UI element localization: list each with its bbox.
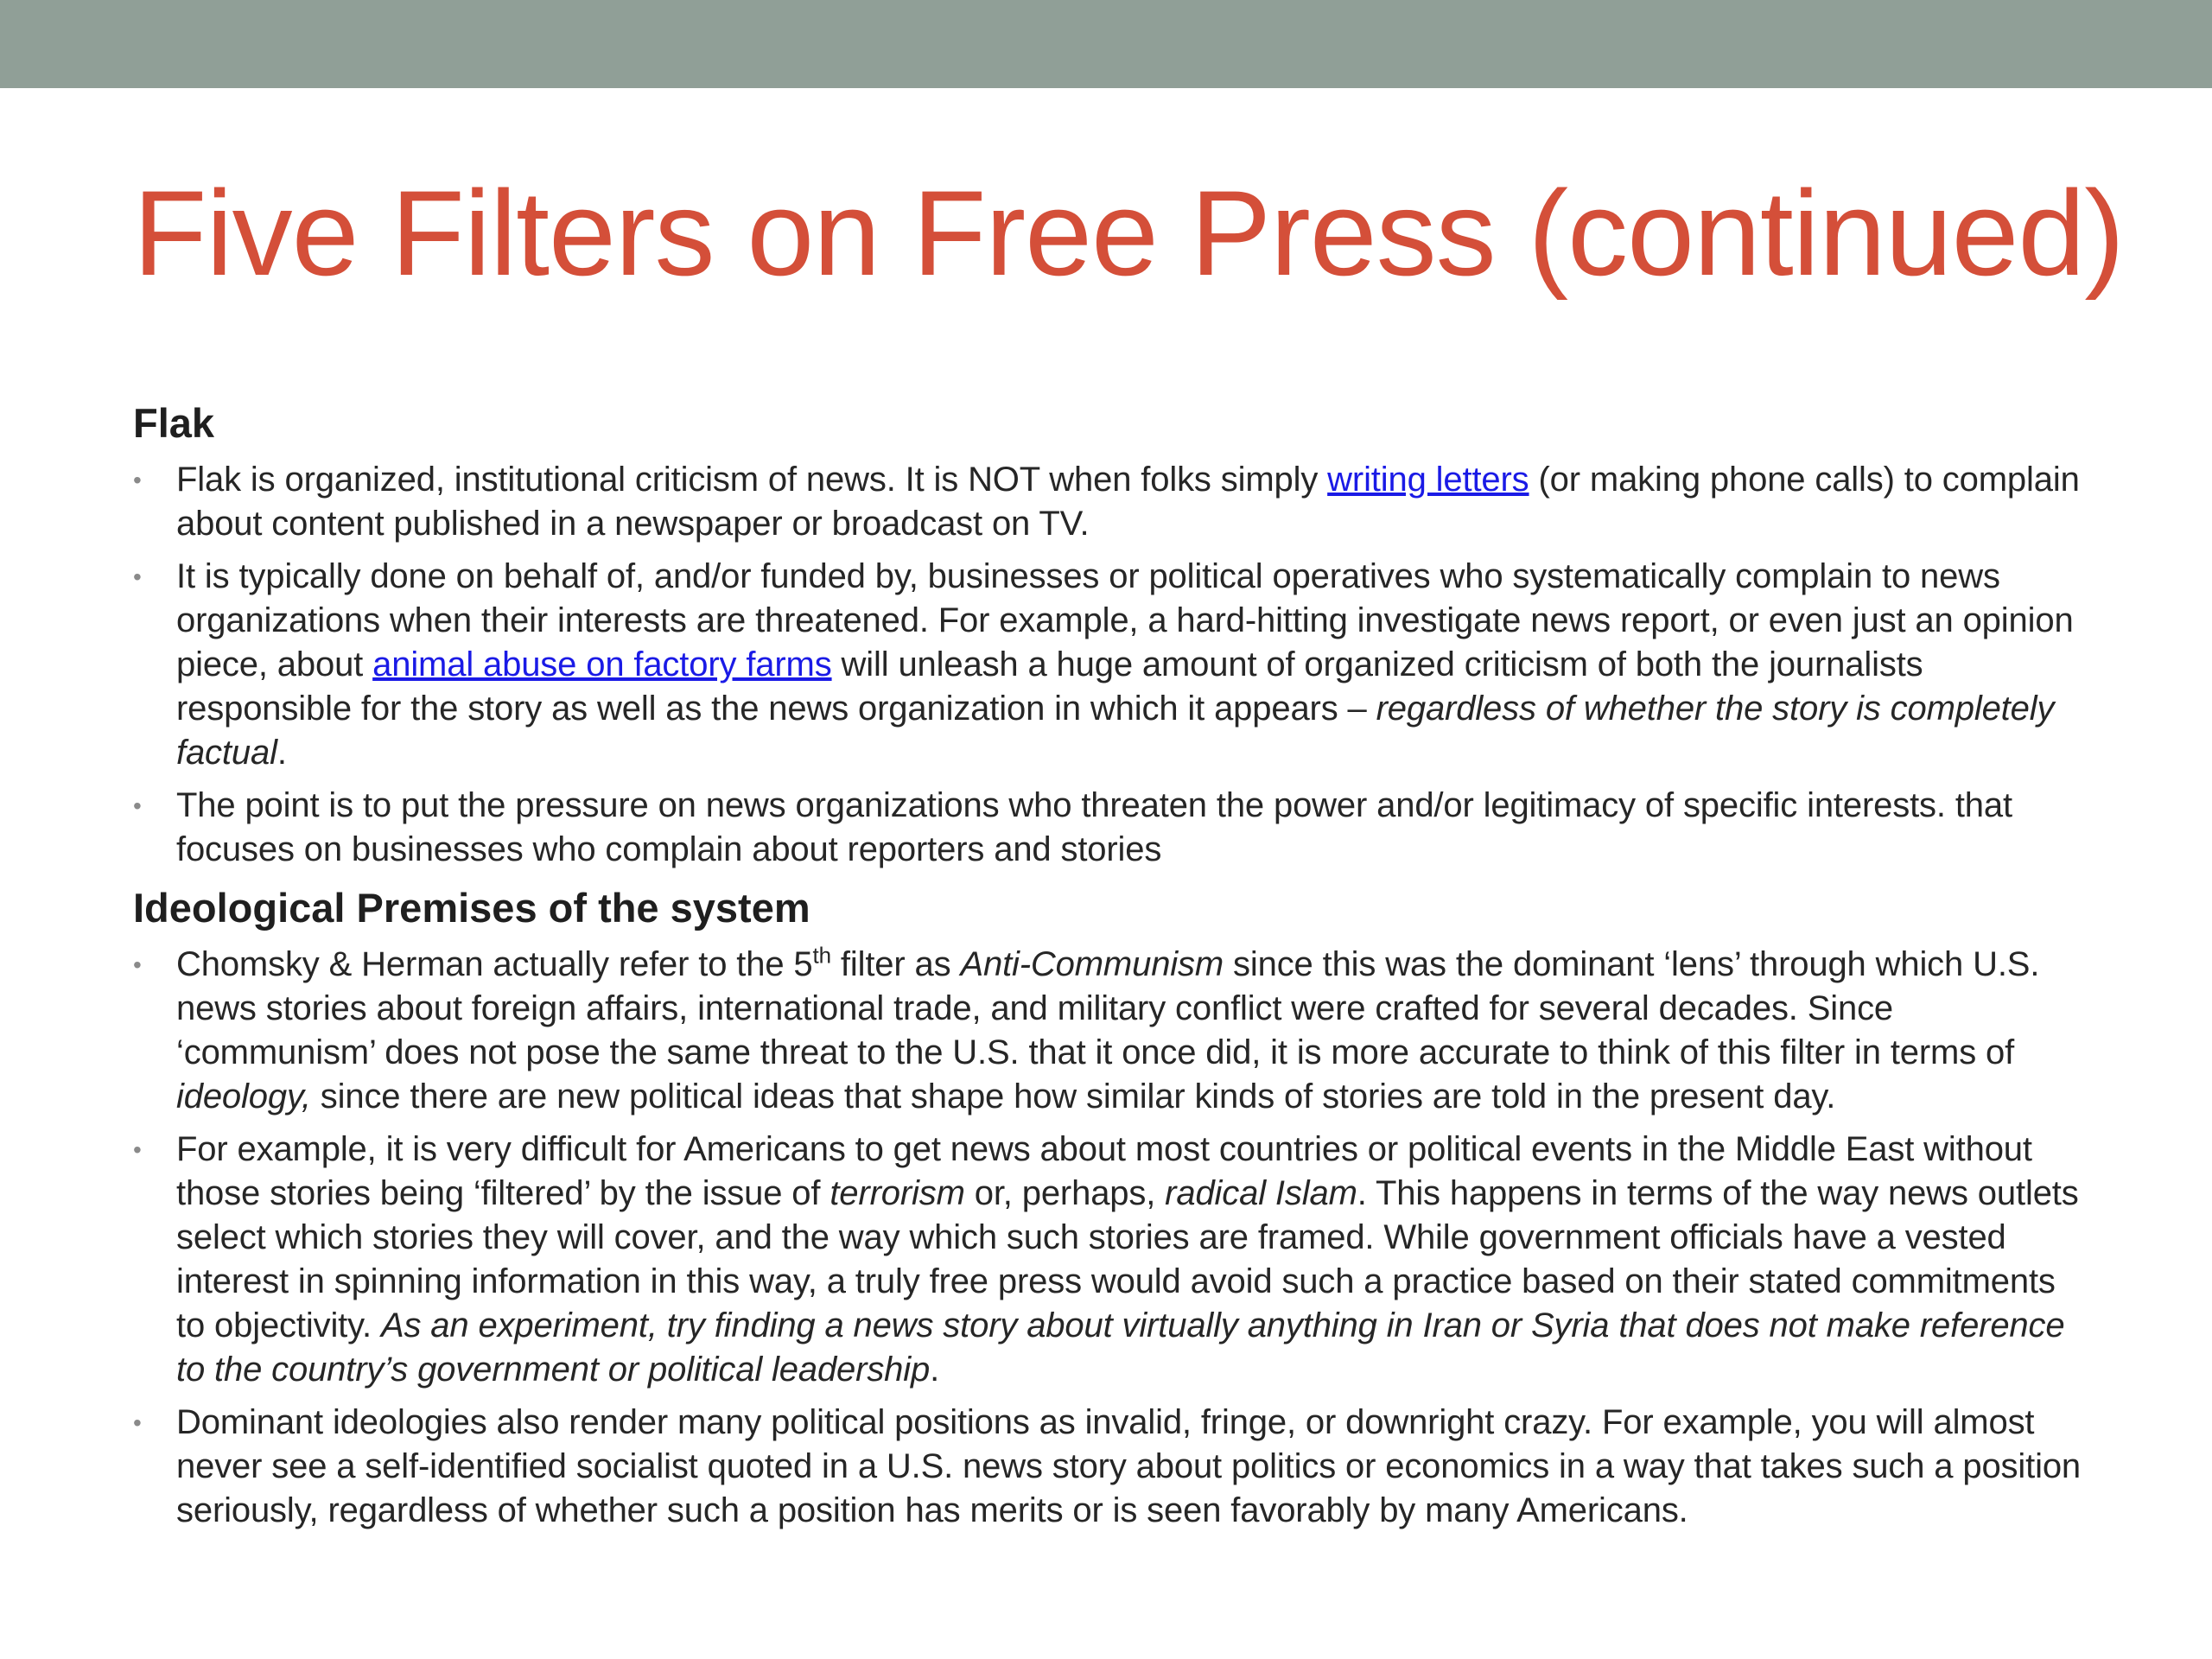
bullet-italic-text: regardless of whether the story is completely factual <box>176 690 2055 772</box>
bullet-text: since there are new political ideas that shape how similar kinds of stories are told in the present day. <box>310 1077 1836 1116</box>
flak-bullet-1 <box>133 458 2086 546</box>
animal-abuse-link[interactable]: animal abuse on factory farms <box>372 645 832 683</box>
ideology-bullet-1 <box>133 943 2086 1119</box>
superscript-th: th <box>812 942 831 969</box>
flak-bullet-3 <box>133 784 2086 872</box>
slide-title: Five Filters on Free Press (continued) <box>133 165 2124 301</box>
ideology-bullet-3 <box>133 1401 2086 1533</box>
bullet-text: . This happens in terms of the way news outlets select which stories they will cover, and the way which such stories are framed. While government officials have a vested interest in spinning information in this way, a truly free press would avoid such a practice based on their stated commitments to objectivity. <box>176 1174 2079 1344</box>
bullet-text: Flak is organized, institutional criticism of news. It is NOT when folks simply <box>176 461 1328 499</box>
bullet-text: . <box>276 734 287 772</box>
bullet-text: since this was the dominant ‘lens’ through which U.S. news stories about foreign affairs, international trade, and military conflict were crafted for several decades. Since ‘communism’ does not pose the same threat to the U.S. that it once did, it is more accurate to think of this filter in terms of <box>176 945 2040 1071</box>
bullet-text: For example, it is very difficult for Americans to get news about most countries or political events in the Middle East without those stories being ‘filtered’ by the issue of <box>176 1130 2032 1212</box>
bullet-text: Dominant ideologies also render many political positions as invalid, fringe, or downright crazy. For example, you will almost never see a self-identified socialist quoted in a U.S. news story about politics or economics in a way that takes such a position seriously, regardless of whether such a position has merits or is seen favorably by many Americans. <box>176 1403 2082 1529</box>
flak-bullet-list <box>133 458 2086 872</box>
bullet-text: will unleash a huge amount of organized criticism of both the journalists responsible for the story as well as the news organization in which it appears – <box>176 645 1923 728</box>
top-bar <box>0 0 2212 88</box>
bullet-italic-text: ideology, <box>176 1077 311 1116</box>
ideology-bullet-2 <box>133 1128 2086 1392</box>
bullet-italic-text: Anti-Communism <box>960 945 1224 983</box>
section-heading-flak: Flak <box>133 400 215 446</box>
section-heading-ideological-premises: Ideological Premises of the system <box>133 885 810 931</box>
writing-letters-link[interactable]: writing letters <box>1327 461 1529 499</box>
bullet-text: (or making phone calls) to complain about content published in a newspaper or broadcast on TV. <box>176 461 2080 543</box>
bullet-italic-text: radical Islam <box>1165 1174 1357 1212</box>
bullet-text: . <box>930 1351 940 1389</box>
bullet-italic-text: As an experiment, try finding a news story about virtually anything in Iran or Syria that does not make reference to the country’s government or political leadership <box>176 1306 2065 1389</box>
bullet-text: filter as <box>830 945 961 983</box>
bullet-text: or, perhaps, <box>964 1174 1166 1212</box>
bullet-text: Chomsky & Herman actually refer to the 5 <box>176 945 813 983</box>
slide-body <box>133 397 2086 1533</box>
bullet-italic-text: terrorism <box>830 1174 965 1212</box>
flak-bullet-2 <box>133 555 2086 775</box>
ideology-bullet-list <box>133 943 2086 1533</box>
bullet-text: The point is to put the pressure on news organizations who threaten the power and/or legitimacy of specific interests. that focuses on businesses who complain about reporters and stories <box>176 786 2012 868</box>
bullet-text: It is typically done on behalf of, and/or funded by, businesses or political operatives who systematically complain to news organizations when their interests are threatened. For example, a hard-hitting investigate news report, or even just an opinion piece, about <box>176 557 2074 683</box>
